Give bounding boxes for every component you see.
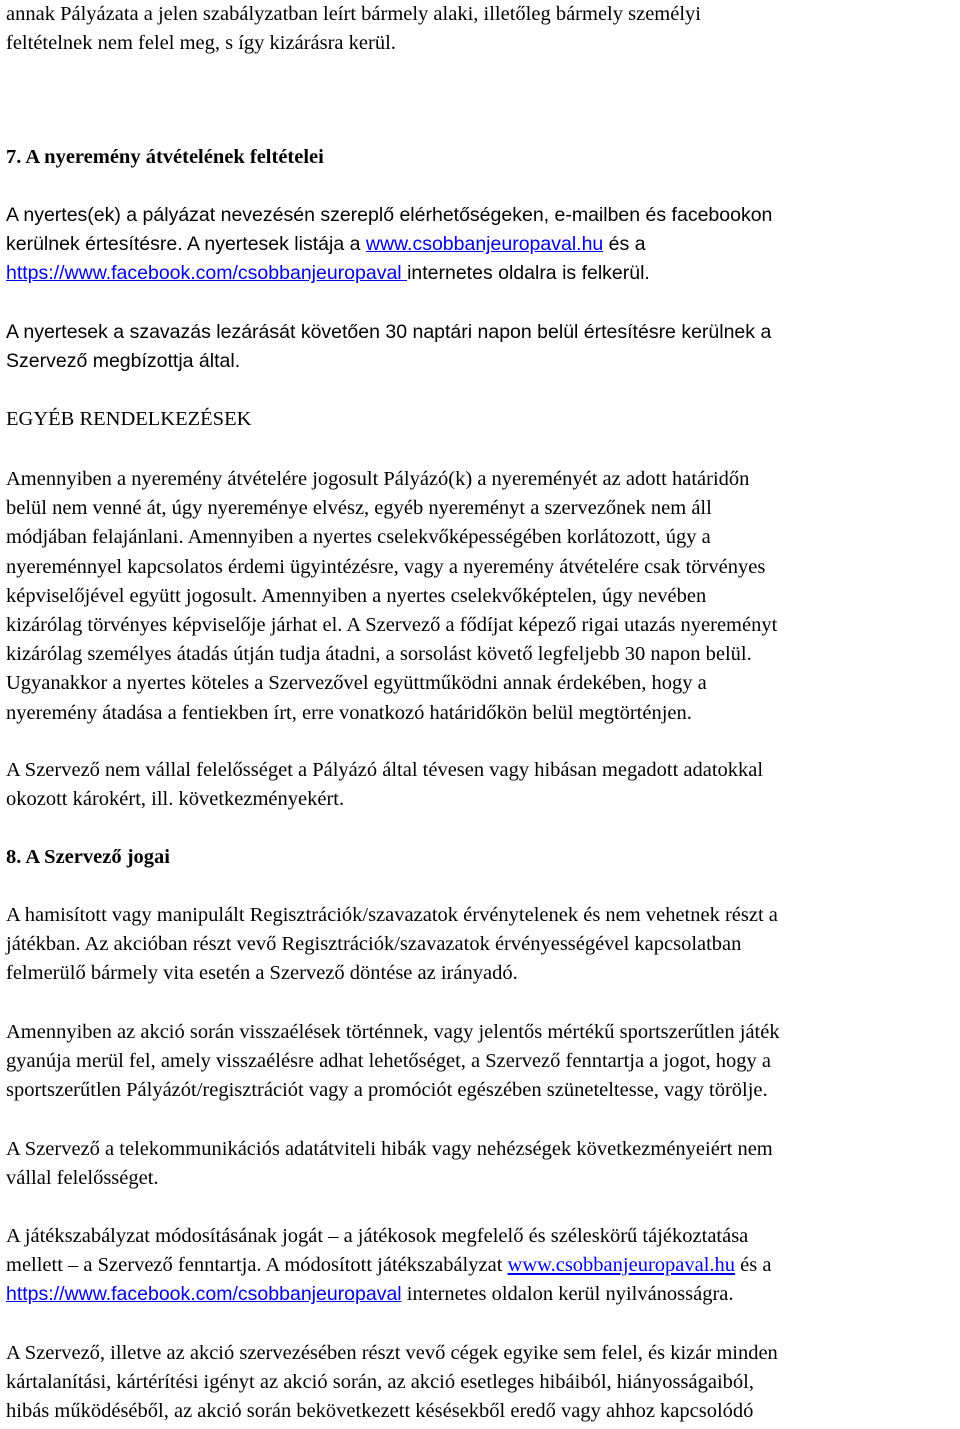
intro-line-2: feltételnek nem felel meg, s így kizárásra kerül.: [6, 32, 396, 55]
section-7-paragraph-2: A nyertesek a szavazás lezárását követően 30 naptári napon belül értesítésre kerülnek a Szervező megbízottja által.: [6, 321, 772, 373]
website-link[interactable]: www.csobbanjeuropaval.hu: [507, 1254, 736, 1277]
section-8-paragraph-5: A Szervező, illetve az akció szervezésében részt vevő cégek egyike sem felel, és kizár minden kártalanítási, kártérítési igényt az akció során, az akció esetleges hibáiból, hiányosságaiból, hibás működéséből, az akció során bekövetkezett késésekből eredő vagy ahhoz kapcsolódó: [6, 1342, 778, 1423]
egyeb-paragraph-1: Amennyiben a nyeremény átvételére jogosult Pályázó(k) a nyereményét az adott határidőn belül nem venné át, úgy nyereménye elvész, egyéb nyereményt a szervezőnek nem áll módjában felajánlani. Amennyiben a nyertes cselekvőképességében korlátozott, úgy a nyereménnyel kapcsolatos érdemi ügyintézésre, vagy a nyeremény átvételére csak törvényes képviselőjével együtt jogosult. Amennyiben a nyertes cselekvőképtelen, úgy nevében kizárólag törvényes képviselője járhat el. A Szervező a fődíjat képező rigai utazás nyereményt kizárólag személyes átadás útján tudja átadni, a sorsolást követő legfeljebb 30 napon belül. Ugyanakkor a nyertes köteles a Szervezővel együttműködni annak érdekében, hogy a nyeremény átadása a fentiekben írt, erre vonatkozó határidőkön belül megtörténjen.: [6, 468, 778, 724]
section-8-paragraph-4: A játékszabályzat módosításának jogát – a játékosok megfelelő és széleskörű tájékoztatása mellett – a Szervező fenntartja. A módosított játékszabályzat www.csobbanjeuropaval.hu és a https://www.facebook.com/csobbanjeuropaval internetes oldalon kerül nyilvánosságra.: [6, 1225, 772, 1306]
facebook-link[interactable]: https://www.facebook.com/csobbanjeuropaval: [6, 262, 408, 285]
section-8-paragraph-3: A Szervező a telekommunikációs adatátviteli hibák vagy nehézségek következményeiért nem vállal felelősséget.: [6, 1138, 773, 1190]
intro-line-1: annak Pályázata a jelen szabályzatban leírt bármely alaki, illetőleg bármely személyi: [6, 3, 701, 25]
section-7-paragraph-1: A nyertes(ek) a pályázat nevezésén szereplő elérhetőségeken, e-mailben és facebookon kerülnek értesítésre. A nyertesek listája a www.csobbanjeuropaval.hu és a https://www.facebook.com/csobbanjeuropaval internetes oldalra is felkerül.: [6, 204, 773, 285]
egyeb-paragraph-2: A Szervező nem vállal felelősséget a Pályázó által tévesen vagy hibásan megadott adatokkal okozott károkért, ill. következményekért.: [6, 759, 764, 811]
facebook-link[interactable]: https://www.facebook.com/csobbanjeuropaval: [6, 1283, 402, 1306]
section-8-paragraph-2: Amennyiben az akció során visszaélések történnek, vagy jelentős mértékű sportszerűtlen játék gyanúja merül fel, amely visszaélésre adhat lehetőséget, a Szervező fenntartja a jogot, hogy a sportszerűtlen Pályázót/regisztrációt vagy a promóciót egészében szüneteltesse, vagy törölje.: [6, 1021, 780, 1102]
section-8-heading: 8. A Szervező jogai: [6, 846, 170, 868]
section-8-paragraph-1: A hamisított vagy manipulált Regisztrációk/szavazatok érvénytelenek és nem vehetnek részt a játékban. Az akcióban részt vevő Regisztrációk/szavazatok érvényességével kapcsolatban felmerülő bármely vita esetén a Szervező döntése az irányadó.: [6, 904, 778, 985]
section-7-heading: 7. A nyeremény átvételének feltételei: [6, 146, 324, 168]
website-link[interactable]: www.csobbanjeuropaval.hu: [365, 233, 604, 256]
intro-paragraph: [6, 0, 958, 58]
egyeb-heading: EGYÉB RENDELKEZÉSEK: [6, 408, 252, 430]
